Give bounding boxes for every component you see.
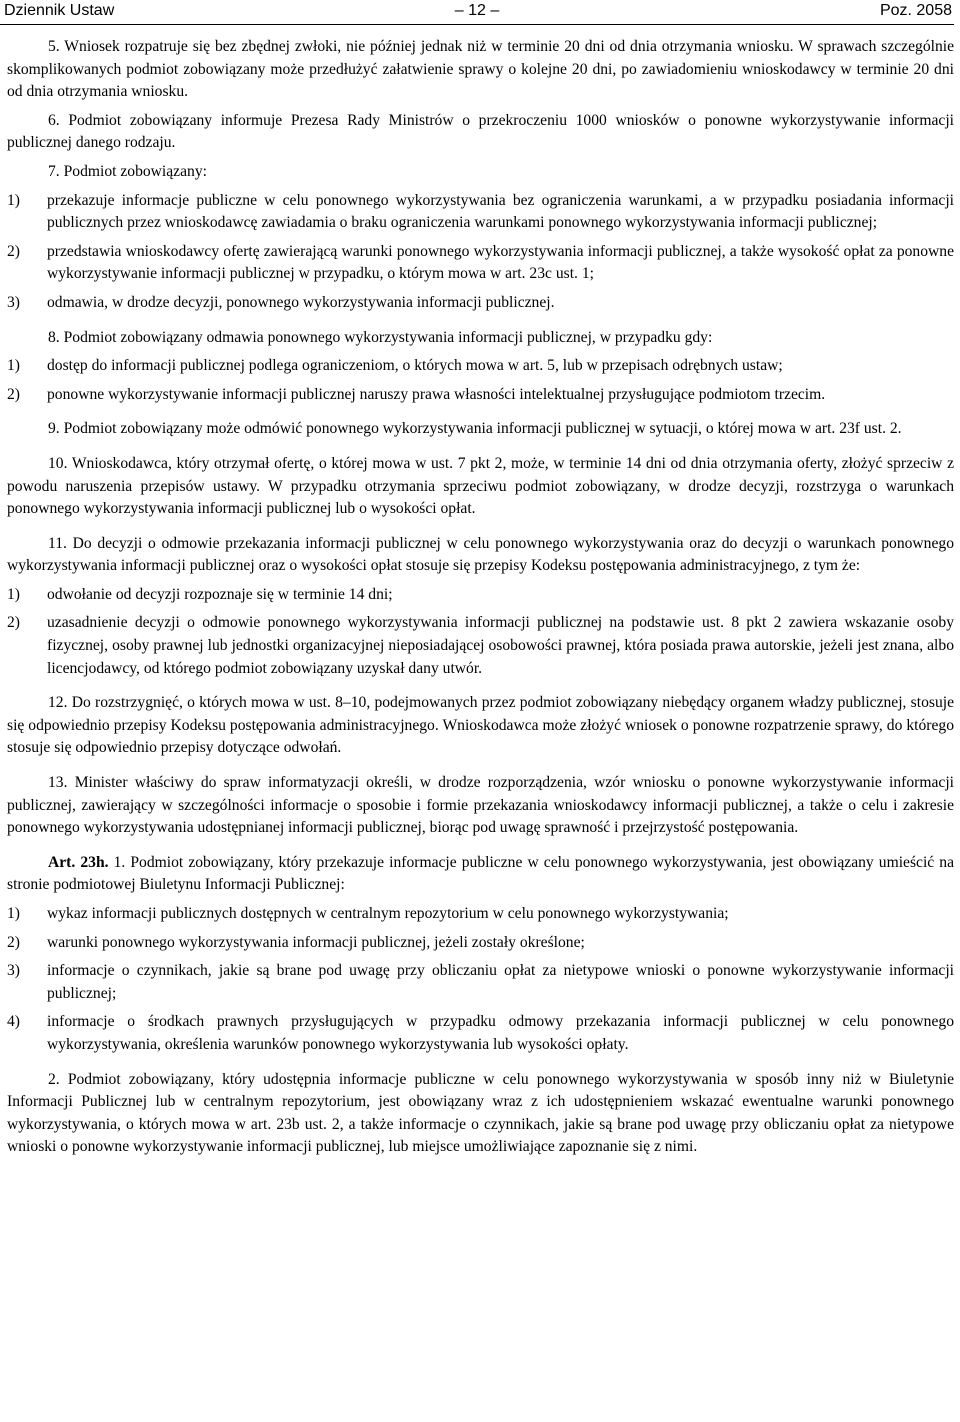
- list-item-number: 1): [7, 191, 20, 209]
- list-item-text: informacje o czynnikach, jakie są brane pod uwagę przy obliczaniu opłat za nietypowe wnioski o ponowne wykorzystywanie informacji publicznej;: [47, 962, 954, 1002]
- list-item-text: wykaz informacji publicznych dostępnych w centralnym repozytorium w celu ponownego wykorzystywania;: [47, 905, 729, 922]
- list-item: [7, 903, 954, 926]
- list-item: [7, 1011, 954, 1056]
- paragraph-text: 12. Do rozstrzygnięć, o których mowa w ust. 8–10, podejmowanych przez podmiot zobowiązany niebędący organem władzy publicznej, stosuje się odpowiednio przepisy Kodeksu postępowania administracyjnego. Wnioskodawca może złożyć wniosek o ponowne rozpatrzenie sprawy, do którego stosuje się odpowiednio przepisy dotyczące odwołań.: [7, 694, 954, 757]
- list-item-number: 2): [7, 614, 20, 632]
- paragraph-text: 9. Podmiot zobowiązany może odmówić ponownego wykorzystywania informacji publicznej w sytuacji, o której mowa w art. 23f ust. 2.: [48, 420, 902, 438]
- list-item-text: uzasadnienie decyzji o odmowie ponownego wykorzystywania informacji publicznej na podstawie ust. 8 pkt 2 zawiera wskazanie osoby fizycznej, osoby prawnej lub jednostki organizacyjnej nieposiadającej osobowości prawnej, która posiada prawa autorskie, jeżeli jest znana, albo licencjodawcy, od którego podmiot zobowiązany uzyskał dany utwór.: [47, 614, 954, 677]
- paragraph-text: 5. Wniosek rozpatruje się bez zbędnej zwłoki, nie później jednak niż w terminie 20 dni od dnia otrzymania wniosku. W sprawach szczególnie skomplikowanych podmiot zobowiązany może przedłużyć załatwienie sprawy o kolejne 20 dni, po zawiadomieniu wnioskodawcy w terminie 20 dni od dnia otrzymania wniosku.: [7, 38, 954, 101]
- list-item-text: przedstawia wnioskodawcy ofertę zawierającą warunki ponownego wykorzystywania informacji publicznej, a także wysokość opłat za ponowne wykorzystywanie informacji publicznej w przypadku, o którym mowa w art. 23c ust. 1;: [47, 242, 954, 283]
- page-header: [0, 0, 954, 25]
- list-item-number: 2): [7, 242, 20, 260]
- list-item-text: odmawia, w drodze decyzji, ponownego wykorzystywania informacji publicznej.: [47, 293, 555, 311]
- list-item-text: informacje o środkach prawnych przysługujących w przypadku odmowy przekazania informacji publicznej w celu ponownego wykorzystywania, określenia warunków ponownego wykorzystywania lub wysokości opłaty.: [47, 1013, 954, 1053]
- page-number: – 12 –: [454, 2, 500, 19]
- paragraph: [7, 161, 954, 184]
- list-item: [7, 190, 954, 235]
- document-body: [7, 36, 954, 1159]
- list-item-number: 2): [7, 385, 20, 403]
- article-heading: Art. 23h.: [48, 853, 109, 871]
- list-item-text: warunki ponownego wykorzystywania informacji publicznej, jeżeli zostały określone;: [47, 933, 585, 951]
- list-item-text: dostęp do informacji publicznej podlega ograniczeniom, o których mowa w art. 5, lub w przepisach odrębnych ustaw;: [47, 357, 783, 375]
- list-item-text: ponowne wykorzystywanie informacji publicznej naruszy prawa własności intelektualnej przysługujące podmiotom trzecim.: [47, 385, 826, 403]
- list-item: [7, 612, 954, 680]
- list-item-text: przekazuje informacje publiczne w celu ponownego wykorzystywania bez ograniczenia warunkami, a w przypadku posiadania informacji publicznych przez wnioskodawcę zawiadamia o braku ograniczenia warunkami ponownego wykorzystywania informacji publicznej;: [47, 191, 954, 232]
- list-item-number: 1): [7, 357, 20, 375]
- paragraph: [7, 110, 954, 155]
- paragraph: [7, 327, 954, 350]
- paragraph: [7, 36, 954, 104]
- list-item: [7, 241, 954, 286]
- list-item-number: 1): [7, 585, 20, 603]
- list-item-number: 1): [7, 905, 20, 922]
- list-item-number: 2): [7, 933, 20, 951]
- paragraph-text: 11. Do decyzji o odmowie przekazania informacji publicznej w celu ponownego wykorzystywania oraz do decyzji o warunkach ponownego wykorzystywania informacji publicznej oraz o wysokości opłat stosuje się przepisy Kodeksu postępowania administracyjnego, z tym że:: [7, 534, 954, 575]
- paragraph-text: 13. Minister właściwy do spraw informatyzacji określi, w drodze rozporządzenia, wzór wniosku o ponowne wykorzystywanie informacji publicznej, zawierający w szczególności informacje o sposobie i formie przekazania wnioskodawcy informacji publicznej, a także o celu i zakresie ponownego wykorzystywania udostępnianej informacji publicznej, biorąc pod uwagę sprawność i przejrzystość postępowania.: [7, 774, 954, 837]
- paragraph: [7, 1069, 954, 1159]
- list-item: [7, 292, 954, 315]
- journal-title: Dziennik Ustaw: [4, 2, 115, 19]
- paragraph: [7, 772, 954, 840]
- list-item-number: 3): [7, 293, 20, 311]
- paragraph-text: 1. Podmiot zobowiązany, który przekazuje informacje publiczne w celu ponownego wykorzystywania, jest obowiązany umieścić na stronie podmiotowej Biuletynu Informacji Publicznej:: [7, 853, 955, 894]
- list-item: [7, 584, 954, 607]
- paragraph-text: 2. Podmiot zobowiązany, który udostępnia informacje publiczne w celu ponownego wykorzystywania w sposób inny niż w Biuletynie Informacji Publicznej lub w centralnym repozytorium, jest obowiązany wraz z ich udostępnieniem wskazać ewentualne warunki ponownego wykorzystywania, o których mowa w art. 23b ust. 2, a także informacje o czynnikach, jakie są brane pod uwagę przy obliczaniu opłat za nietypowe wnioski o ponowne wykorzystywanie informacji publicznej, lub miejsce umożliwiające zapoznanie się z nimi.: [7, 1070, 954, 1156]
- list-item: [7, 932, 954, 955]
- paragraph: [7, 533, 954, 578]
- list-item-number: 3): [7, 962, 20, 980]
- paragraph: [7, 453, 954, 521]
- list-item: [7, 355, 954, 378]
- list-item-text: odwołanie od decyzji rozpoznaje się w terminie 14 dni;: [47, 585, 393, 603]
- paragraph: [7, 418, 954, 441]
- paragraph-text: 10. Wnioskodawca, który otrzymał ofertę, o której mowa w ust. 7 pkt 2, może, w terminie 14 dni od dnia otrzymania oferty, złożyć sprzeciw z powodu naruszenia przepisów ustawy. W przypadku otrzymania sprzeciwu podmiot zobowiązany, w drodze decyzji, rozstrzyga o warunkach ponownego wykorzystywania informacji publicznej lub o wysokości opłat.: [7, 454, 954, 518]
- list-item: [7, 384, 954, 407]
- position-number: Poz. 2058: [879, 2, 952, 19]
- paragraph-text: 7. Podmiot zobowiązany:: [48, 162, 207, 180]
- list-item-number: 4): [7, 1013, 20, 1031]
- paragraph: [7, 852, 954, 897]
- paragraph-text: 6. Podmiot zobowiązany informuje Prezesa Rady Ministrów o przekroczeniu 1000 wniosków o ponowne wykorzystywanie informacji publicznej danego rodzaju.: [7, 111, 954, 152]
- list-item: [7, 960, 954, 1005]
- paragraph-text: 8. Podmiot zobowiązany odmawia ponownego wykorzystywania informacji publicznej, w przypadku gdy:: [48, 328, 713, 346]
- paragraph: [7, 692, 954, 760]
